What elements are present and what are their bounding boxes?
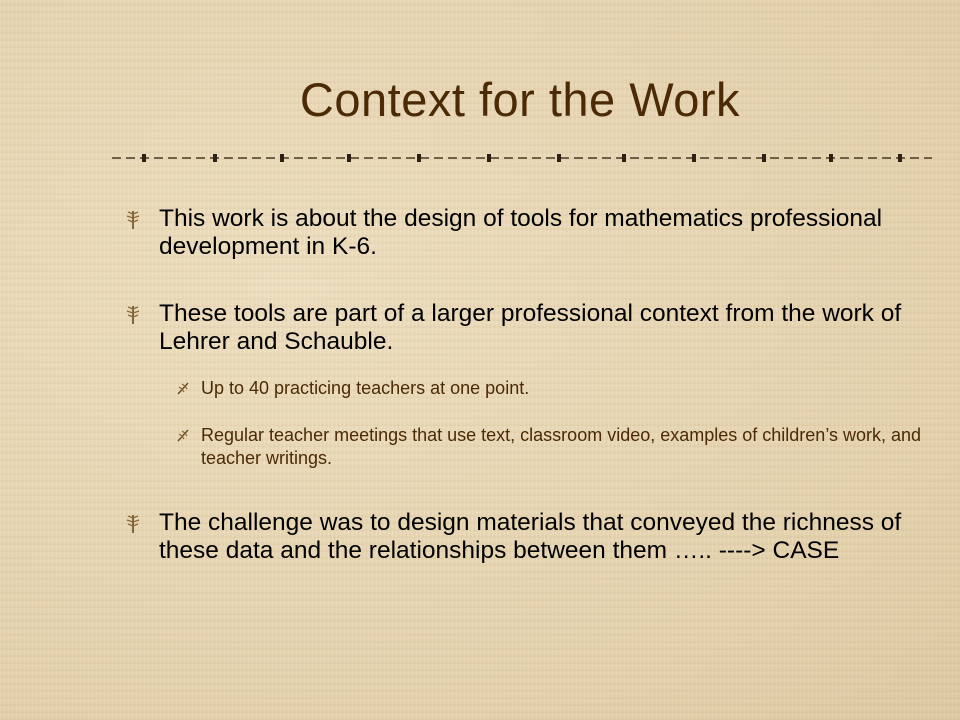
- bullet-item: [120, 509, 930, 565]
- bullet-item: [120, 205, 930, 261]
- sub-bullet-text: Regular teacher meetings that use text, classroom video, examples of children’s work, and teacher writings.: [201, 425, 922, 468]
- wheat-sprig-icon: [123, 305, 143, 325]
- bullet-text: The challenge was to design materials that conveyed the richness of these data and the relationships between them ….. ----> CASE: [159, 509, 902, 564]
- bullet-text: These tools are part of a larger professional context from the work of Lehrer and Schauble.: [159, 300, 902, 355]
- sub-bullet-item: [120, 424, 930, 470]
- wheat-sprig-icon: [123, 514, 143, 534]
- bullet-list: [120, 200, 930, 565]
- small-sprig-icon: [175, 380, 191, 396]
- bullet-item: [120, 300, 930, 356]
- small-sprig-icon: [175, 427, 191, 443]
- sub-bullet-item: [120, 377, 930, 400]
- slide-title: Context for the Work: [299, 73, 741, 126]
- dashed-divider: [112, 150, 932, 166]
- bullet-text: This work is about the design of tools for mathematics professional development in K-6.: [159, 205, 883, 260]
- sub-bullet-text: Up to 40 practicing teachers at one point.: [201, 378, 530, 398]
- wheat-sprig-icon: [123, 210, 143, 230]
